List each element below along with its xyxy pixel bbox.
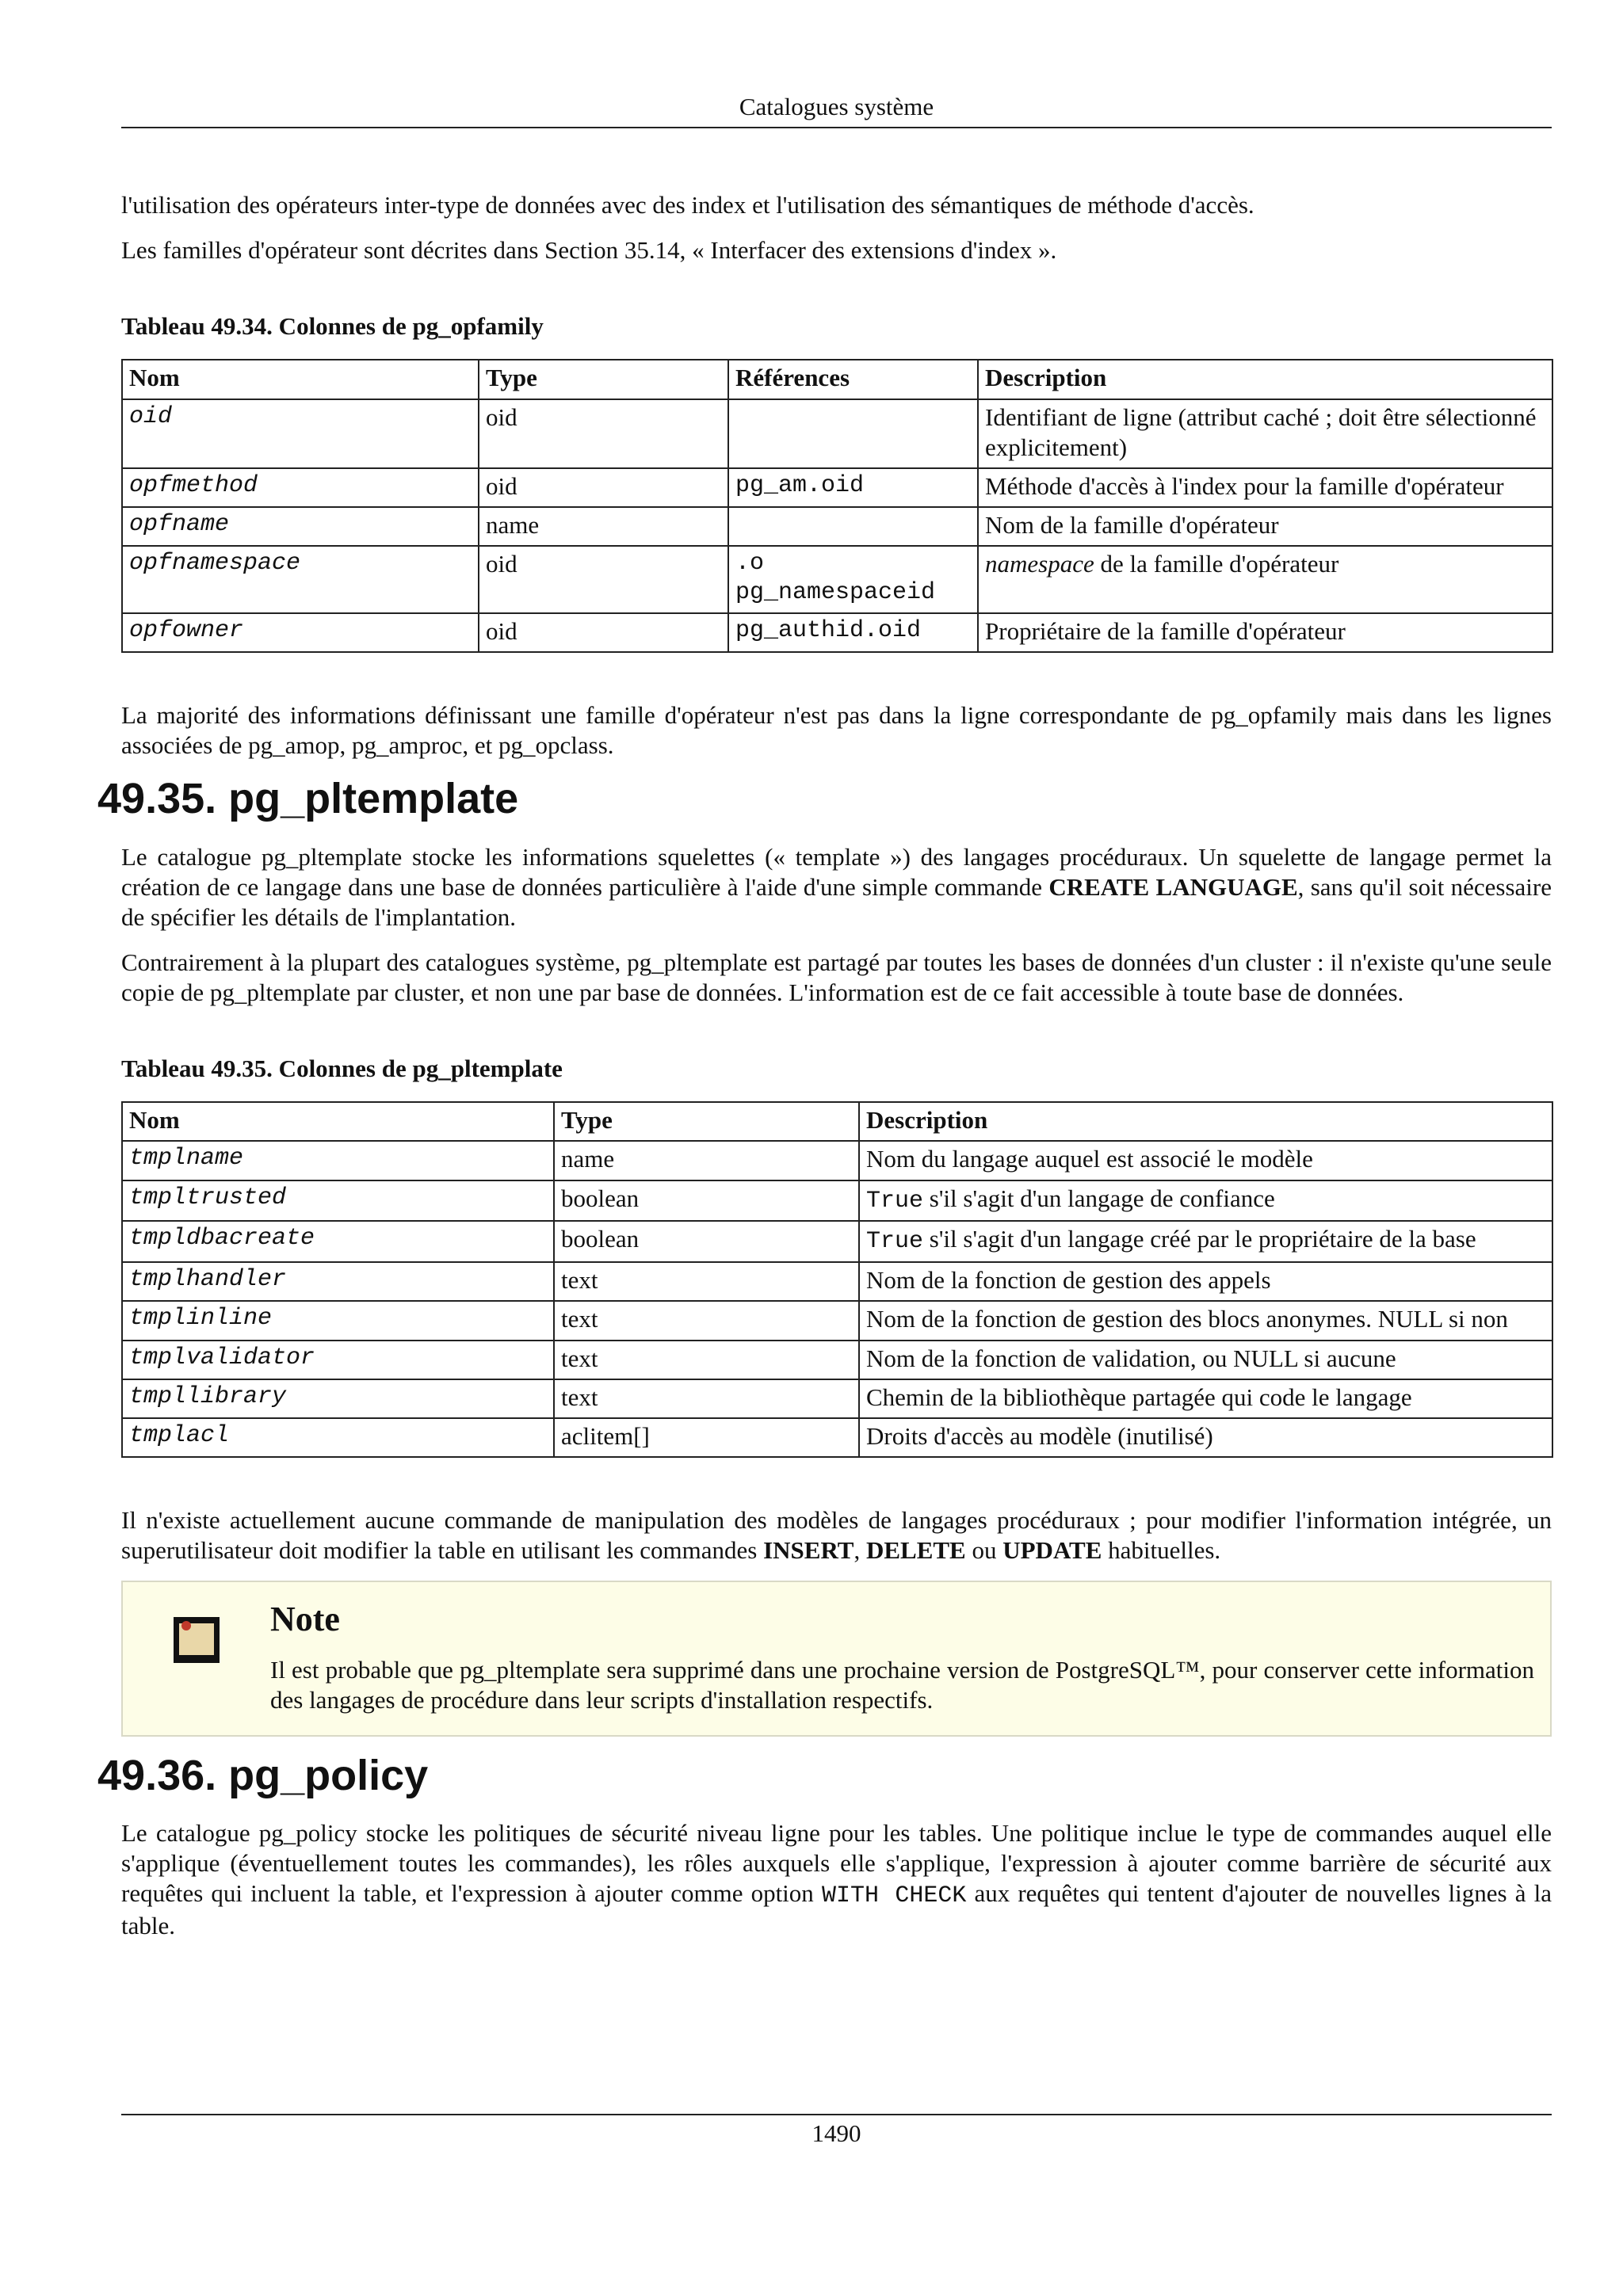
column-type-cell: name [554,1141,859,1180]
update-command: UPDATE [1002,1536,1102,1565]
desc-text: s'il s'agit d'un langage de confiance [923,1184,1275,1212]
text-span: Le catalogue pg_pltemplate stocke les informations squelettes (« template ») des langages procéduraux. Un squelette de langage permet la création de ce langage dans une base de données particulière à l'aide d'une simple commande [121,842,1552,901]
desc-text: de la famille d'opérateur [1094,550,1339,578]
column-name-cell: tmplname [122,1141,554,1180]
opfamily-paragraph: La majorité des informations définissant une famille d'opérateur n'est pas dans la ligne correspondante de pg_opfamily mais dans les lignes associées de pg_amop, pg_amproc, et pg_opclass. [121,700,1552,760]
column-type-cell: oid [479,546,728,613]
column-header: Références [728,360,978,399]
column-header: Nom [122,360,479,399]
intro-paragraph-1: l'utilisation des opérateurs inter-type de données avec des index et l'utilisation des sémantiques de méthode d'accès. [121,191,1254,219]
table-row [122,1418,1552,1457]
table-pg-pltemplate [121,1101,1553,1458]
column-desc-cell [859,1180,1552,1222]
table-row [122,1221,1552,1262]
pltemplate-paragraph-2: Contrairement à la plupart des catalogues système, pg_pltemplate est partagé par toutes les bases de données d'un cluster : il n'existe qu'une seule copie de pg_pltemplate par cluster, et non une par base de données. L'information est de ce fait accessible à toute base de données. [121,948,1552,1007]
column-desc-cell: Nom de la fonction de gestion des blocs anonymes. NULL si non [859,1301,1552,1340]
column-name-cell: tmpllibrary [122,1379,554,1418]
text-span: aux requêtes qui tentent d'ajouter de nouvelles lignes à la table. [121,1879,1552,1940]
column-type-cell: oid [479,468,728,507]
table-row [122,1180,1552,1222]
page-number: 1490 [812,2119,861,2147]
note-content [270,1598,1534,1715]
table-row [122,468,1552,507]
pltemplate-modify-paragraph [121,1505,1552,1566]
table-row [122,613,1552,652]
table-header-row [122,360,1552,399]
table-row [122,507,1552,546]
column-desc-cell: Nom de la famille d'opérateur [978,507,1552,546]
column-name-cell: tmplinline [122,1301,554,1340]
header-rule [121,127,1552,128]
text-span: habituelles. [1102,1536,1221,1565]
column-type-cell: oid [479,399,728,468]
column-type-cell: text [554,1301,859,1340]
column-ref-cell [728,507,978,546]
column-header: Description [978,360,1552,399]
column-type-cell: boolean [554,1221,859,1262]
page-body [97,190,1552,1956]
true-literal: True [866,1187,924,1215]
column-header: Nom [122,1102,554,1141]
column-desc-cell: Nom du langage auquel est associé le modèle [859,1141,1552,1180]
desc-text: s'il s'agit d'un langage créé par le propriétaire de la base [923,1225,1476,1253]
column-name-cell: opfowner [122,613,479,652]
column-name-cell: oid [122,399,479,468]
column-name-cell: tmpltrusted [122,1180,554,1222]
running-header: Catalogues système [739,93,934,120]
column-type-cell: aclitem[] [554,1418,859,1457]
column-desc-cell [859,1221,1552,1262]
column-desc-cell: Nom de la fonction de validation, ou NULL si aucune [859,1341,1552,1379]
section-heading-policy: 49.36. pg_policy [97,1751,429,1799]
column-ref-cell: .o pg_namespaceid [728,546,978,613]
column-type-cell: oid [479,613,728,652]
column-name-cell: tmpldbacreate [122,1221,554,1262]
note-box [121,1581,1552,1736]
column-name-cell: tmplacl [122,1418,554,1457]
column-name-cell: opfname [122,507,479,546]
column-type-cell: boolean [554,1180,859,1222]
column-ref-cell [728,399,978,468]
table-34-caption: Tableau 49.34. Colonnes de pg_opfamily [121,312,544,341]
text-span: , sans qu'il soit nécessaire de spécifier les détails de l'implantation. [121,872,1552,931]
column-desc-cell: Propriétaire de la famille d'opérateur [978,613,1552,652]
table-row [122,399,1552,468]
policy-paragraph [121,1818,1552,1941]
column-name-cell: opfnamespace [122,546,479,613]
table-row [122,1341,1552,1379]
true-literal: True [866,1228,924,1256]
column-type-cell: text [554,1341,859,1379]
column-name-cell: tmplvalidator [122,1341,554,1379]
footer-rule [121,2114,1552,2115]
column-desc-cell [978,546,1552,613]
table-row [122,1141,1552,1180]
column-type-cell: text [554,1262,859,1301]
column-header: Type [554,1102,859,1141]
column-header: Description [859,1102,1552,1141]
note-text: Il est probable que pg_pltemplate sera supprimé dans une prochaine version de PostgreSQL™, pour conserver cette information des langages de procédure dans leur scripts d'installation respectifs. [270,1656,1534,1714]
column-desc-cell: Nom de la fonction de gestion des appels [859,1262,1552,1301]
column-type-cell: name [479,507,728,546]
note-icon-wrapper [123,1598,270,1715]
delete-command: DELETE [865,1536,966,1565]
command-bold: CREATE LANGUAGE [1048,872,1298,901]
note-icon [174,1617,220,1663]
insert-command: INSERT [763,1536,854,1565]
table-row [122,1379,1552,1418]
text-span: Le catalogue pg_policy stocke les politiques de sécurité niveau ligne pour les tables. Une politique inclue le type de commandes auquel elle s'applique (éventuellement toutes les commandes), les rôles auxquels elle s'applique, l'expression à ajouter comme barrière de sécurité aux requêtes qui incluent la table, et l'expression à ajouter comme option [121,1818,1552,1908]
table-row [122,1301,1552,1340]
column-ref-cell: pg_authid.oid [728,613,978,652]
table-35-caption: Tableau 49.35. Colonnes de pg_pltemplate [121,1055,563,1083]
table-row [122,546,1552,613]
column-name-cell: tmplhandler [122,1262,554,1301]
column-type-cell: text [554,1379,859,1418]
pltemplate-paragraph-1 [121,842,1552,933]
with-check-code: WITH CHECK [821,1882,967,1910]
namespace-emphasis: namespace [985,550,1094,578]
column-desc-cell: Identifiant de ligne (attribut caché ; doit être sélectionné explicitement) [978,399,1552,468]
column-desc-cell: Méthode d'accès à l'index pour la famille d'opérateur [978,468,1552,507]
table-pg-opfamily [121,359,1553,653]
section-heading-pltemplate: 49.35. pg_pltemplate [97,775,519,823]
text-span: Il n'existe actuellement aucune commande de manipulation des modèles de langages procéduraux ; pour modifier l'information intégrée, un superutilisateur doit modifier la table en utilisant les commandes [121,1505,1552,1565]
column-desc-cell: Chemin de la bibliothèque partagée qui code le langage [859,1379,1552,1418]
text-span: , [854,1536,866,1565]
column-ref-cell: pg_am.oid [728,468,978,507]
text-span: ou [965,1536,1003,1565]
column-name-cell: opfmethod [122,468,479,507]
intro-paragraph-2: Les familles d'opérateur sont décrites dans Section 35.14, « Interfacer des extensions d'index ». [121,236,1057,265]
column-header: Type [479,360,728,399]
table-header-row [122,1102,1552,1141]
table-row [122,1262,1552,1301]
column-desc-cell: Droits d'accès au modèle (inutilisé) [859,1418,1552,1457]
note-title: Note [270,1600,340,1639]
